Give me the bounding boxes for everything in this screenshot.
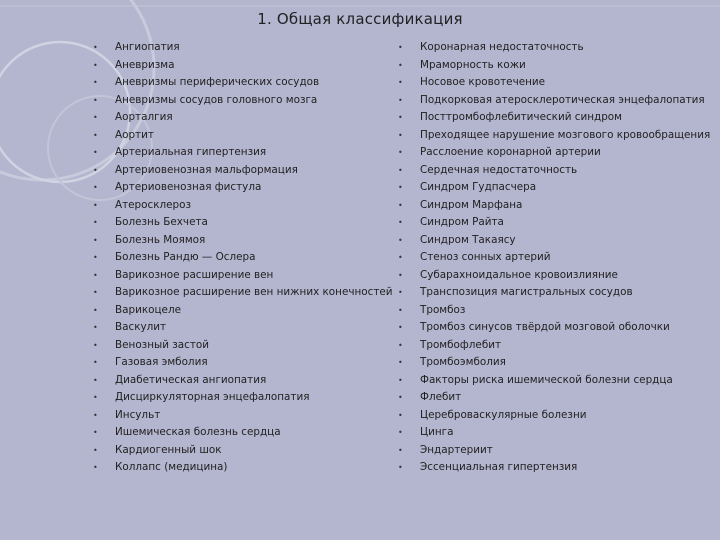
list-item <box>91 267 393 285</box>
list-item-label: Болезнь Бехчета <box>115 216 208 228</box>
bullet-icon: • <box>93 445 98 455</box>
bullet-icon: • <box>93 60 98 70</box>
list-item <box>396 144 710 162</box>
list-item-label: Болезнь Моямоя <box>115 233 206 246</box>
list-item <box>91 424 393 442</box>
bullet-icon: • <box>93 95 98 105</box>
list-item <box>396 57 710 75</box>
list-item-label: Аортит <box>115 128 154 141</box>
list-item <box>91 302 393 320</box>
list-item-label: Тромбофлебит <box>420 338 502 351</box>
list-item-label: Цереброваскулярные болезни <box>420 408 587 421</box>
list-item <box>396 302 710 320</box>
bullet-icon: • <box>93 340 98 350</box>
bullet-icon: • <box>398 95 403 105</box>
list-item <box>396 92 710 110</box>
list-item-label: Ангиопатия <box>115 41 180 53</box>
list-item-label: Ишемическая болезнь сердца <box>115 426 281 438</box>
list-item-label: Артериовенозная фистула <box>115 181 262 193</box>
bullet-icon: • <box>398 113 403 122</box>
list-item-label: Синдром Марфана <box>420 198 523 211</box>
bullet-icon: • <box>398 358 403 367</box>
bullet-icon: • <box>398 253 403 262</box>
list-item-label: Флебит <box>420 391 462 403</box>
list-item-label: Субарахноидальное кровоизлияние <box>420 268 618 281</box>
list-item <box>91 179 393 197</box>
list-item-label: Тромбоз <box>420 303 466 316</box>
bullet-icon: • <box>398 78 403 87</box>
bullet-icon: • <box>398 218 403 227</box>
bullet-icon: • <box>398 200 403 210</box>
list-item-label: Эндартериит <box>420 443 493 456</box>
bullet-icon: • <box>93 270 98 280</box>
bullet-icon: • <box>398 130 403 140</box>
list-item <box>396 197 710 215</box>
list-item <box>396 109 710 127</box>
list-item <box>91 389 393 407</box>
list-item-label: Артериовенозная мальформация <box>115 163 298 176</box>
list-item-label: Васкулит <box>115 321 167 333</box>
list-item-label: Сердечная недостаточность <box>420 163 578 176</box>
bullet-icon: • <box>93 288 98 297</box>
list-item <box>91 162 393 180</box>
list-item-label: Аневризмы сосудов головного мозга <box>115 93 318 106</box>
list-item <box>91 74 393 92</box>
list-item <box>396 249 710 267</box>
bullet-icon: • <box>398 410 403 420</box>
bullet-icon: • <box>93 428 98 437</box>
list-item <box>91 442 393 460</box>
list-item <box>91 319 393 337</box>
list-item-label: Факторы риска ишемической болезни сердца <box>420 373 673 386</box>
list-item-label: Тромбоз синусов твёрдой мозговой оболочки <box>420 321 670 333</box>
list-item <box>91 57 393 75</box>
list-item <box>396 162 710 180</box>
bullet-icon: • <box>398 43 403 52</box>
bullet-icon: • <box>93 183 98 192</box>
list-item-label: Синдром Такаясу <box>420 233 516 246</box>
list-item-label: Аневризма <box>115 58 175 71</box>
list-item <box>91 354 393 372</box>
bullet-icon: • <box>398 393 403 402</box>
list-item <box>396 74 710 92</box>
list-item-label: Посттромбофлебитический синдром <box>420 111 622 123</box>
list-item-label: Коллапс (медицина) <box>115 461 228 473</box>
bullet-icon: • <box>93 78 98 87</box>
list-item-label: Аневризмы периферических сосудов <box>115 76 320 88</box>
list-item-label: Подкорковая атеросклеротическая энцефалопатия <box>420 93 705 106</box>
bullet-icon: • <box>398 305 403 315</box>
bullet-icon: • <box>93 323 98 332</box>
list-item-label: Транспозиция магистральных сосудов <box>420 286 633 298</box>
bullet-icon: • <box>398 183 403 192</box>
bullet-icon: • <box>93 113 98 122</box>
list-item-label: Эссенциальная гипертензия <box>420 461 578 473</box>
bullet-icon: • <box>93 148 98 157</box>
bullet-icon: • <box>398 148 403 157</box>
list-item-label: Варикозное расширение вен <box>115 268 274 281</box>
bullet-icon: • <box>398 235 403 245</box>
list-item <box>396 424 710 442</box>
list-item <box>396 232 710 250</box>
bullet-icon: • <box>93 410 98 420</box>
list-item-label: Атеросклероз <box>115 198 192 211</box>
list-item-label: Синдром Райта <box>420 216 504 228</box>
bullet-icon: • <box>93 130 98 140</box>
bullet-icon: • <box>93 218 98 227</box>
slide-title: 1. Общая классификация <box>257 10 463 28</box>
right-column-list <box>396 39 710 477</box>
list-item <box>396 319 710 337</box>
list-item <box>91 127 393 145</box>
list-item <box>396 267 710 285</box>
list-item <box>396 127 710 145</box>
left-column-list <box>91 39 393 477</box>
list-item-label: Коронарная недостаточность <box>420 41 584 53</box>
list-item-label: Варикоцеле <box>115 303 181 316</box>
bullet-icon: • <box>93 305 98 315</box>
bullet-icon: • <box>398 323 403 332</box>
bullet-icon: • <box>398 340 403 350</box>
list-item <box>396 337 710 355</box>
list-item <box>91 144 393 162</box>
list-item <box>396 354 710 372</box>
list-item <box>396 459 710 477</box>
bullet-icon: • <box>398 445 403 455</box>
bullet-icon: • <box>398 270 403 280</box>
bullet-icon: • <box>398 463 403 472</box>
list-item <box>396 407 710 425</box>
list-item-label: Расслоение коронарной артерии <box>420 146 601 158</box>
list-item-label: Дисциркуляторная энцефалопатия <box>115 391 310 403</box>
list-item <box>396 442 710 460</box>
list-item <box>91 39 393 57</box>
list-item-label: Тромбоэмболия <box>420 356 506 368</box>
list-item <box>91 249 393 267</box>
list-item-label: Стеноз сонных артерий <box>420 251 551 263</box>
list-item <box>396 389 710 407</box>
list-item <box>91 459 393 477</box>
bullet-icon: • <box>398 60 403 70</box>
bullet-icon: • <box>398 165 403 175</box>
bullet-icon: • <box>93 43 98 52</box>
list-item <box>91 92 393 110</box>
list-item <box>91 232 393 250</box>
list-item <box>396 39 710 57</box>
list-item-label: Аорталгия <box>115 111 173 123</box>
list-item-label: Болезнь Рандю — Ослера <box>115 251 256 263</box>
bullet-icon: • <box>93 165 98 175</box>
list-item <box>396 372 710 390</box>
list-item-label: Носовое кровотечение <box>420 76 546 88</box>
list-item-label: Артериальная гипертензия <box>115 146 267 158</box>
bullet-icon: • <box>93 253 98 262</box>
list-item-label: Газовая эмболия <box>115 356 208 368</box>
list-item-label: Синдром Гудпасчера <box>420 181 537 193</box>
bullet-icon: • <box>398 428 403 437</box>
bullet-icon: • <box>93 393 98 402</box>
bullet-icon: • <box>398 288 403 297</box>
list-item-label: Варикозное расширение вен нижних конечностей <box>115 286 393 298</box>
list-item <box>396 179 710 197</box>
bullet-icon: • <box>398 375 403 385</box>
list-item-label: Кардиогенный шок <box>115 443 222 456</box>
list-item <box>396 214 710 232</box>
bullet-icon: • <box>93 235 98 245</box>
list-item <box>91 284 393 302</box>
list-item-label: Венозный застой <box>115 338 210 351</box>
list-item-label: Диабетическая ангиопатия <box>115 373 267 386</box>
list-item <box>91 372 393 390</box>
list-item <box>396 284 710 302</box>
list-item <box>91 109 393 127</box>
bullet-icon: • <box>93 375 98 385</box>
list-item-label: Инсульт <box>115 408 161 421</box>
list-item <box>91 214 393 232</box>
list-item <box>91 407 393 425</box>
bullet-icon: • <box>93 200 98 210</box>
list-item-label: Преходящее нарушение мозгового кровообращения <box>420 128 711 141</box>
bullet-icon: • <box>93 463 98 472</box>
bullet-icon: • <box>93 358 98 367</box>
list-item <box>91 197 393 215</box>
list-item <box>91 337 393 355</box>
list-item-label: Цинга <box>420 426 454 438</box>
list-item-label: Мраморность кожи <box>420 58 526 71</box>
